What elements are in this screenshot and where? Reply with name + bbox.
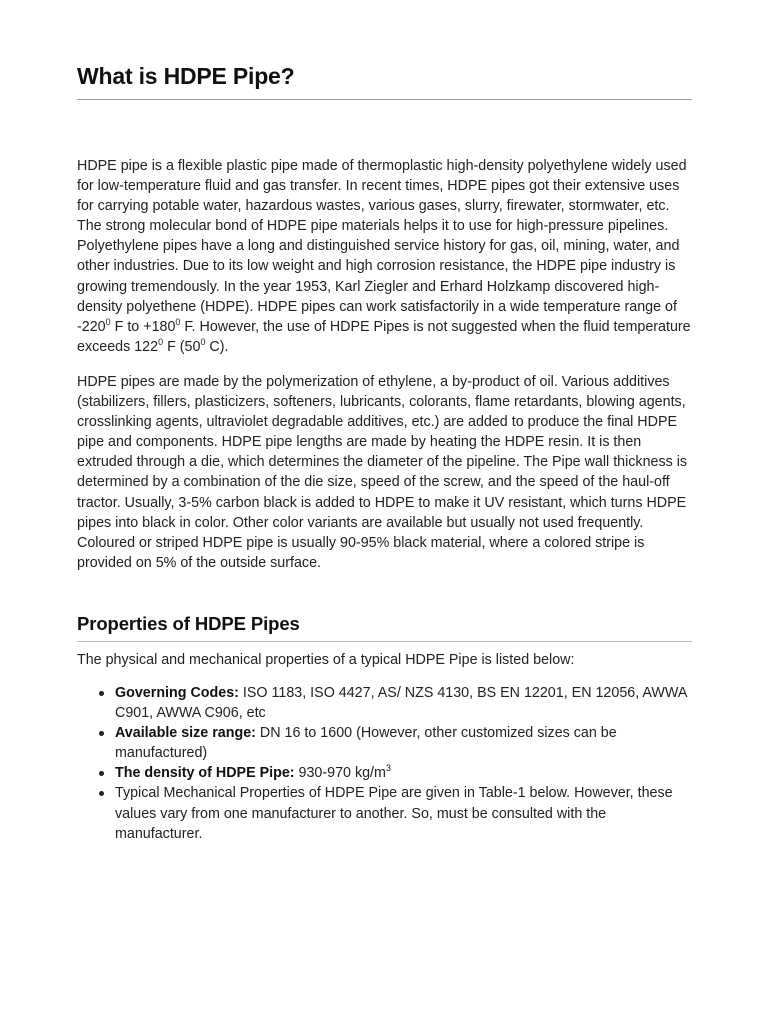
intro-text-part-4: F (50 xyxy=(163,338,201,355)
intro-text-part-1: HDPE pipe is a flexible plastic pipe made of thermoplastic high-density polyethylene widely used for low-temperature fluid and gas transfer. In recent times, HDPE pipes got their extensive uses for carrying potable water, hazardous wastes, various gases, slurry, firewater, stormwater, etc. The strong molecular bond of HDPE pipe materials helps it to use for high-pressure pipelines. Polyethylene pipes have a long and distinguished service history for gas, oil, mining, water, and other industries. Due to its low weight and high corrosion resistance, the HDPE pipe industry is growing tremendously. In the year 1953, Karl Ziegler and Erhard Holzkamp discovered high-density polyethene (HDPE). HDPE pipes can work satisfactorily in a wide temperature range of -220 xyxy=(77,158,687,335)
properties-list xyxy=(77,683,692,844)
section-heading: Properties of HDPE Pipes xyxy=(77,613,300,634)
bullet-icon xyxy=(99,771,104,776)
degree-superscript-3: 0 xyxy=(158,337,164,348)
section-intro: The physical and mechanical properties of a typical HDPE Pipe is listed below: xyxy=(77,652,575,668)
list-item-text: DN 16 to 1600 (However, other customized sizes can be manufactured) xyxy=(115,725,617,762)
section-divider xyxy=(77,641,692,642)
list-item xyxy=(115,683,692,723)
list-item xyxy=(115,763,692,783)
list-item-text: ISO 1183, ISO 4427, AS/ NZS 4130, BS EN 12201, EN 12056, AWWA C901, AWWA C906, etc xyxy=(115,685,687,722)
list-item-term: Available size range: xyxy=(115,725,256,742)
intro-paragraph xyxy=(77,156,692,357)
list-item xyxy=(115,723,692,763)
bullet-icon xyxy=(99,691,104,696)
page-title: What is HDPE Pipe? xyxy=(77,63,295,89)
list-item xyxy=(115,783,692,843)
intro-text-part-2: F to +180 xyxy=(110,318,176,335)
degree-superscript-1: 0 xyxy=(105,316,111,327)
intro-text-part-5: C). xyxy=(205,338,229,355)
intro-text-part-3: F. However, the use of HDPE Pipes is not suggested when the fluid temperature exceeds 122 xyxy=(77,318,691,355)
bullet-icon xyxy=(99,731,104,736)
degree-superscript-2: 0 xyxy=(175,316,181,327)
list-item-term: The density of HDPE Pipe: xyxy=(115,765,295,782)
manufacturing-paragraph: HDPE pipes are made by the polymerization of ethylene, a by-product of oil. Various additives (stabilizers, fillers, plasticizers, softeners, lubricants, colorants, flame retardants, blowing agents, crosslinking agents, ultraviolet degradable additives, etc.) are added to produce the final HDPE pipe and components. HDPE pipe lengths are made by heating the HDPE resin. It is then extruded through a die, which determines the diameter of the pipeline. The Pipe wall thickness is determined by a combination of the die size, speed of the screw, and the speed of the haul-off tractor. Usually, 3-5% carbon black is added to HDPE to make it UV resistant, which turns HDPE pipes into black in color. Other color variants are available but usually not used frequently. Coloured or striped HDPE pipe is usually 90-95% black material, where a colored stripe is provided on 5% of the outside surface. xyxy=(77,374,688,571)
degree-superscript-4: 0 xyxy=(200,337,206,348)
list-item-term: Governing Codes: xyxy=(115,685,239,701)
list-item-text: Typical Mechanical Properties of HDPE Pipe are given in Table-1 below. However, these values vary from one manufacturer to another. So, must be consulted with the manufacturer. xyxy=(115,785,673,842)
title-divider xyxy=(77,99,692,100)
cubic-superscript: 3 xyxy=(385,763,391,774)
list-item-text: 930-970 kg/m xyxy=(294,765,386,782)
bullet-icon xyxy=(99,791,104,796)
